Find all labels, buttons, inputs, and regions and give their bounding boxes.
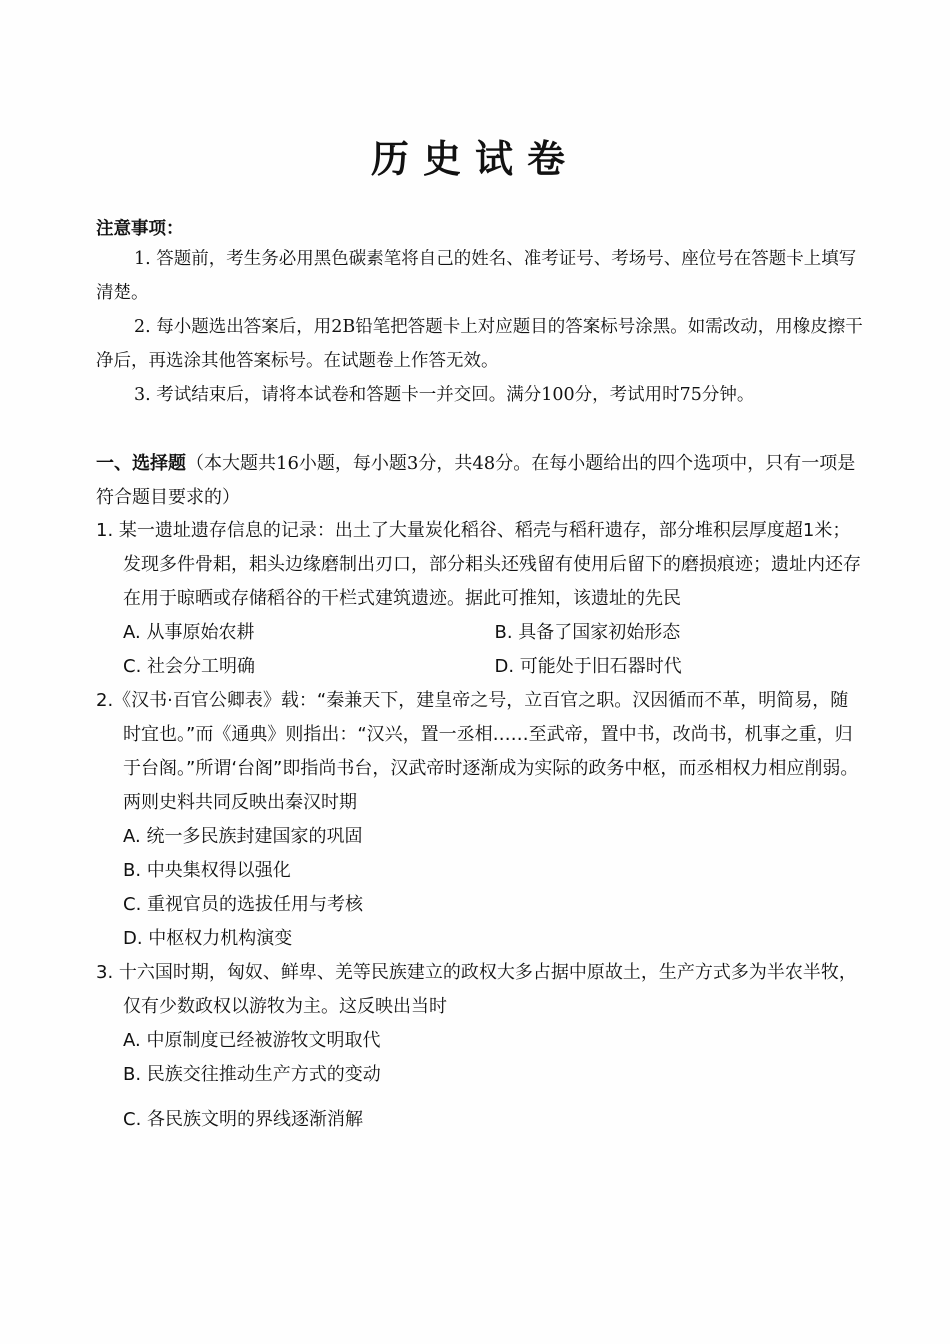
section-heading	[96, 447, 866, 515]
option-b: B. 具备了国家初始形态	[494, 622, 681, 643]
notice-list	[96, 242, 866, 412]
options	[96, 1024, 866, 1092]
options	[96, 820, 866, 956]
question-1	[96, 514, 866, 684]
question-stem: 2.《汉书·百官公卿表》载：“秦兼天下，建皇帝之号，立百官之职。汉因循而不革，明简易，随时宜也。”而《通典》则指出：“汉兴，置一丞相……至武帝，置中书，改尚书，机事之重，归于台阁。”所谓‘台阁”即指尚书台，汉武帝时逐渐成为实际的政务中枢，而丞相权力相应削弱。两则史料共同反映出秦汉时期	[96, 690, 859, 813]
question-stem: 3. 十六国时期，匈奴、鲜卑、羌等民族建立的政权大多占据中原故土，生产方式多为半农半牧，仅有少数政权以游牧为主。这反映出当时	[96, 962, 857, 1017]
option-a: A. 统一多民族封建国家的巩固	[123, 826, 363, 847]
cut-off-line	[96, 1109, 596, 1133]
option-b: B. 民族交往推动生产方式的变动	[123, 1064, 381, 1085]
section-description: （本大题共16小题，每小题3分，共48分。在每小题给出的四个选项中，只有一项是符合题目要求的）	[96, 453, 856, 508]
notice-item: 1. 答题前，考生务必用黑色碳素笔将自己的姓名、准考证号、考场号、座位号在答题卡上填写清楚。	[96, 249, 857, 303]
notice-item: 2. 每小题选出答案后，用2B铅笔把答题卡上对应题目的答案标号涂黑。如需改动，用橡皮擦干净后，再选涂其他答案标号。在试题卷上作答无效。	[96, 317, 863, 371]
option-a: A. 从事原始农耕	[123, 622, 255, 643]
option-c: C. 社会分工明确	[123, 656, 256, 677]
option-a: A. 中原制度已经被游牧文明取代	[123, 1030, 381, 1051]
option-c: C. 重视官员的选拔任用与考核	[123, 894, 364, 915]
question-list	[96, 514, 866, 1092]
option-c-partial: C. 各民族文明的界线逐渐消解	[123, 1109, 364, 1130]
notice-item: 3. 考试结束后，请将本试卷和答题卡一并交回。满分100分，考试用时75分钟。	[134, 385, 755, 405]
question-3	[96, 956, 866, 1092]
option-d: D. 可能处于旧石器时代	[494, 656, 682, 677]
option-b: B. 中央集权得以强化	[123, 860, 291, 881]
section-label: 一、选择题	[96, 453, 186, 474]
question-stem: 1. 某一遗址遗存信息的记录：出土了大量炭化稻谷、稻壳与稻秆遗存，部分堆积层厚度超1米；发现多件骨耜，耜头边缘磨制出刃口，部分耜头还残留有使用后留下的磨损痕迹；遗址内还存在用于晾晒或存储稻谷的干栏式建筑遗迹。据此可推知，该遗址的先民	[96, 520, 861, 609]
options	[96, 616, 866, 684]
question-2	[96, 684, 866, 956]
option-d: D. 中枢权力机构演变	[123, 928, 293, 949]
notice-heading: 注意事项：	[96, 219, 184, 239]
page-title: 历史试卷	[370, 136, 579, 181]
